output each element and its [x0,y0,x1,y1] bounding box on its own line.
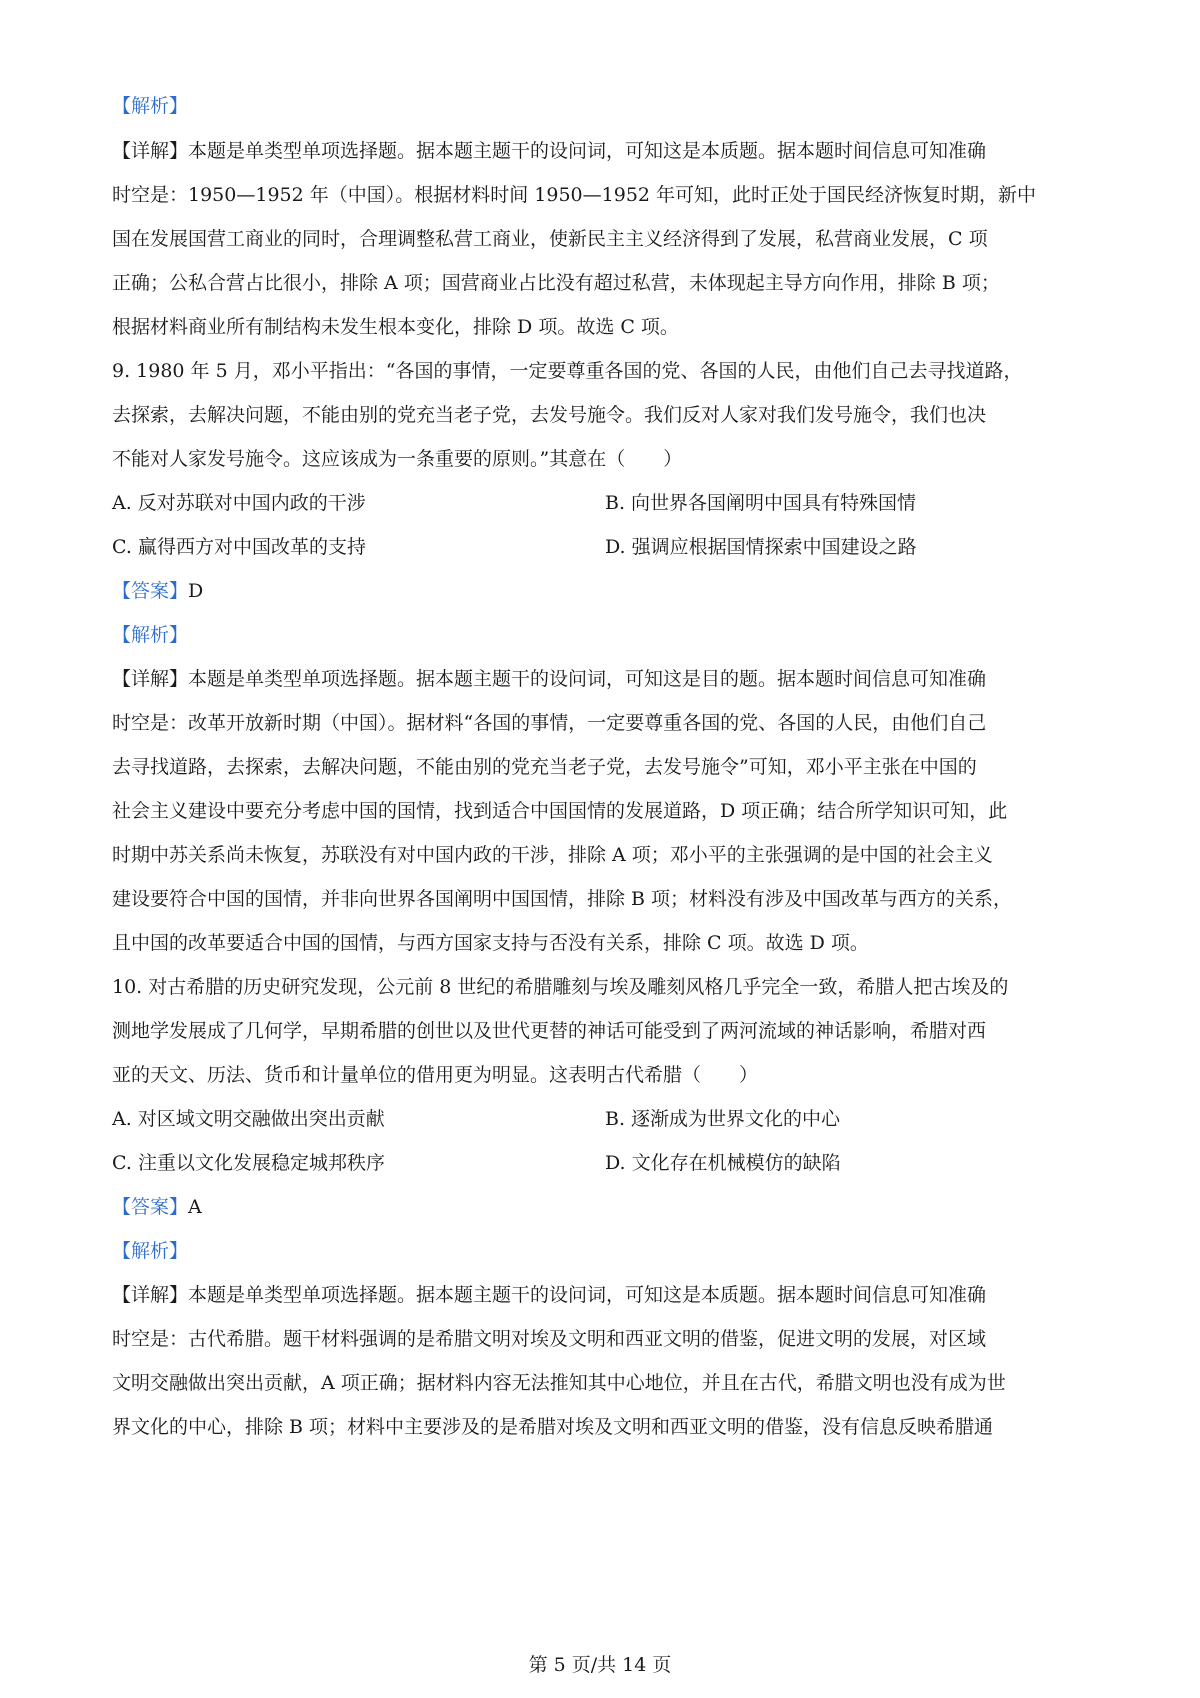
detail-paragraph-line: 去寻找道路，去探索，去解决问题，不能由别的党充当老子党，去发号施令”可知，邓小平主张在中国的 [112,756,977,778]
question-10-option-b[interactable]: B. 逐渐成为世界文化的中心 [605,1108,841,1130]
answer-tag: 【答案】 [112,1196,189,1218]
detail-paragraph-line: 界文化的中心，排除 B 项；材料中主要涉及的是希腊对埃及文明和西亚文明的借鉴，没有信息反映希腊通 [112,1416,994,1438]
detail-paragraph-line [112,1282,1102,1310]
question-9-answer [112,578,1102,606]
detail-paragraph-line [112,138,1102,166]
question-9-option-c[interactable]: C. 赢得西方对中国改革的支持 [112,536,366,558]
detail-paragraph-line: 且中国的改革要适合中国的国情，与西方国家支持与否没有关系，排除 C 项。故选 D 项。 [112,932,869,954]
detail-paragraph-line: 根据材料商业所有制结构未发生根本变化，排除 D 项。故选 C 项。 [112,316,679,338]
detail-text: 本题是单类型单项选择题。据本题主题干的设问词，可知这是目的题。据本题时间信息可知准确 [188,668,987,690]
detail-paragraph-line: 正确；公私合营占比很小，排除 A 项；国营商业占比没有超过私营，未体现起主导方向作用，排除 B 项； [112,272,1000,294]
answer-tag: 【答案】 [112,580,189,602]
detail-text: 本题是单类型单项选择题。据本题主题干的设问词，可知这是本质题。据本题时间信息可知准确 [188,140,987,162]
detail-tag: 【详解】 [112,140,189,162]
answer-value: D [188,580,204,602]
detail-text: 本题是单类型单项选择题。据本题主题干的设问词，可知这是本质题。据本题时间信息可知准确 [188,1284,987,1306]
question-10-option-a[interactable]: A. 对区域文明交融做出突出贡献 [112,1108,385,1130]
detail-tag: 【详解】 [112,1284,189,1306]
question-9-option-b[interactable]: B. 向世界各国阐明中国具有特殊国情 [605,492,917,514]
page-number-footer: 第 5 页/共 14 页 [528,1654,672,1676]
question-10-option-c[interactable]: C. 注重以文化发展稳定城邦秩序 [112,1152,385,1174]
question-9-option-a[interactable]: A. 反对苏联对中国内政的干涉 [112,492,366,514]
question-10-stem: 10. 对古希腊的历史研究发现，公元前 8 世纪的希腊雕刻与埃及雕刻风格几乎完全一致，希腊人把古埃及的 [112,976,1009,998]
detail-paragraph-line [112,666,1102,694]
detail-paragraph-line: 时空是：1950—1952 年（中国）。根据材料时间 1950—1952 年可知，此时正处于国民经济恢复时期，新中 [112,184,1037,206]
question-10-answer [112,1194,1102,1222]
analysis-heading: 【解析】 [112,1240,189,1262]
question-9-stem: 去探索，去解决问题，不能由别的党充当老子党，去发号施令。我们反对人家对我们发号施令，我们也决 [112,404,987,426]
question-9-stem: 不能对人家发号施令。这应该成为一条重要的原则。”其意在（ ） [112,448,683,470]
detail-paragraph-line: 国在发展国营工商业的同时，合理调整私营工商业，使新民主主义经济得到了发展，私营商业发展，C 项 [112,228,988,250]
detail-paragraph-line: 时空是：古代希腊。题干材料强调的是希腊文明对埃及文明和西亚文明的借鉴，促进文明的发展，对区域 [112,1328,987,1350]
detail-tag: 【详解】 [112,668,189,690]
question-10-option-d[interactable]: D. 文化存在机械模仿的缺陷 [605,1152,841,1174]
answer-value: A [188,1196,202,1218]
analysis-heading: 【解析】 [112,95,189,117]
question-9-option-d[interactable]: D. 强调应根据国情探索中国建设之路 [605,536,917,558]
detail-paragraph-line: 时空是：改革开放新时期（中国）。据材料“各国的事情，一定要尊重各国的党、各国的人民，由他们自己 [112,712,987,734]
detail-paragraph-line: 时期中苏关系尚未恢复，苏联没有对中国内政的干涉，排除 A 项；邓小平的主张强调的是中国的社会主义 [112,844,993,866]
detail-paragraph-line: 建设要符合中国的国情，并非向世界各国阐明中国国情，排除 B 项；材料没有涉及中国改革与西方的关系， [112,888,1013,910]
question-10-stem: 测地学发展成了几何学，早期希腊的创世以及世代更替的神话可能受到了两河流域的神话影响，希腊对西 [112,1020,987,1042]
detail-paragraph-line: 文明交融做出突出贡献，A 项正确；据材料内容无法推知其中心地位，并且在古代，希腊文明也没有成为世 [112,1372,1006,1394]
question-10-stem: 亚的天文、历法、货币和计量单位的借用更为明显。这表明古代希腊（ ） [112,1064,759,1086]
analysis-heading: 【解析】 [112,624,189,646]
detail-paragraph-line: 社会主义建设中要充分考虑中国的国情，找到适合中国国情的发展道路，D 项正确；结合所学知识可知，此 [112,800,1008,822]
question-9-stem: 9. 1980 年 5 月，邓小平指出：“各国的事情，一定要尊重各国的党、各国的人民，由他们自己去寻找道路， [112,360,1023,382]
